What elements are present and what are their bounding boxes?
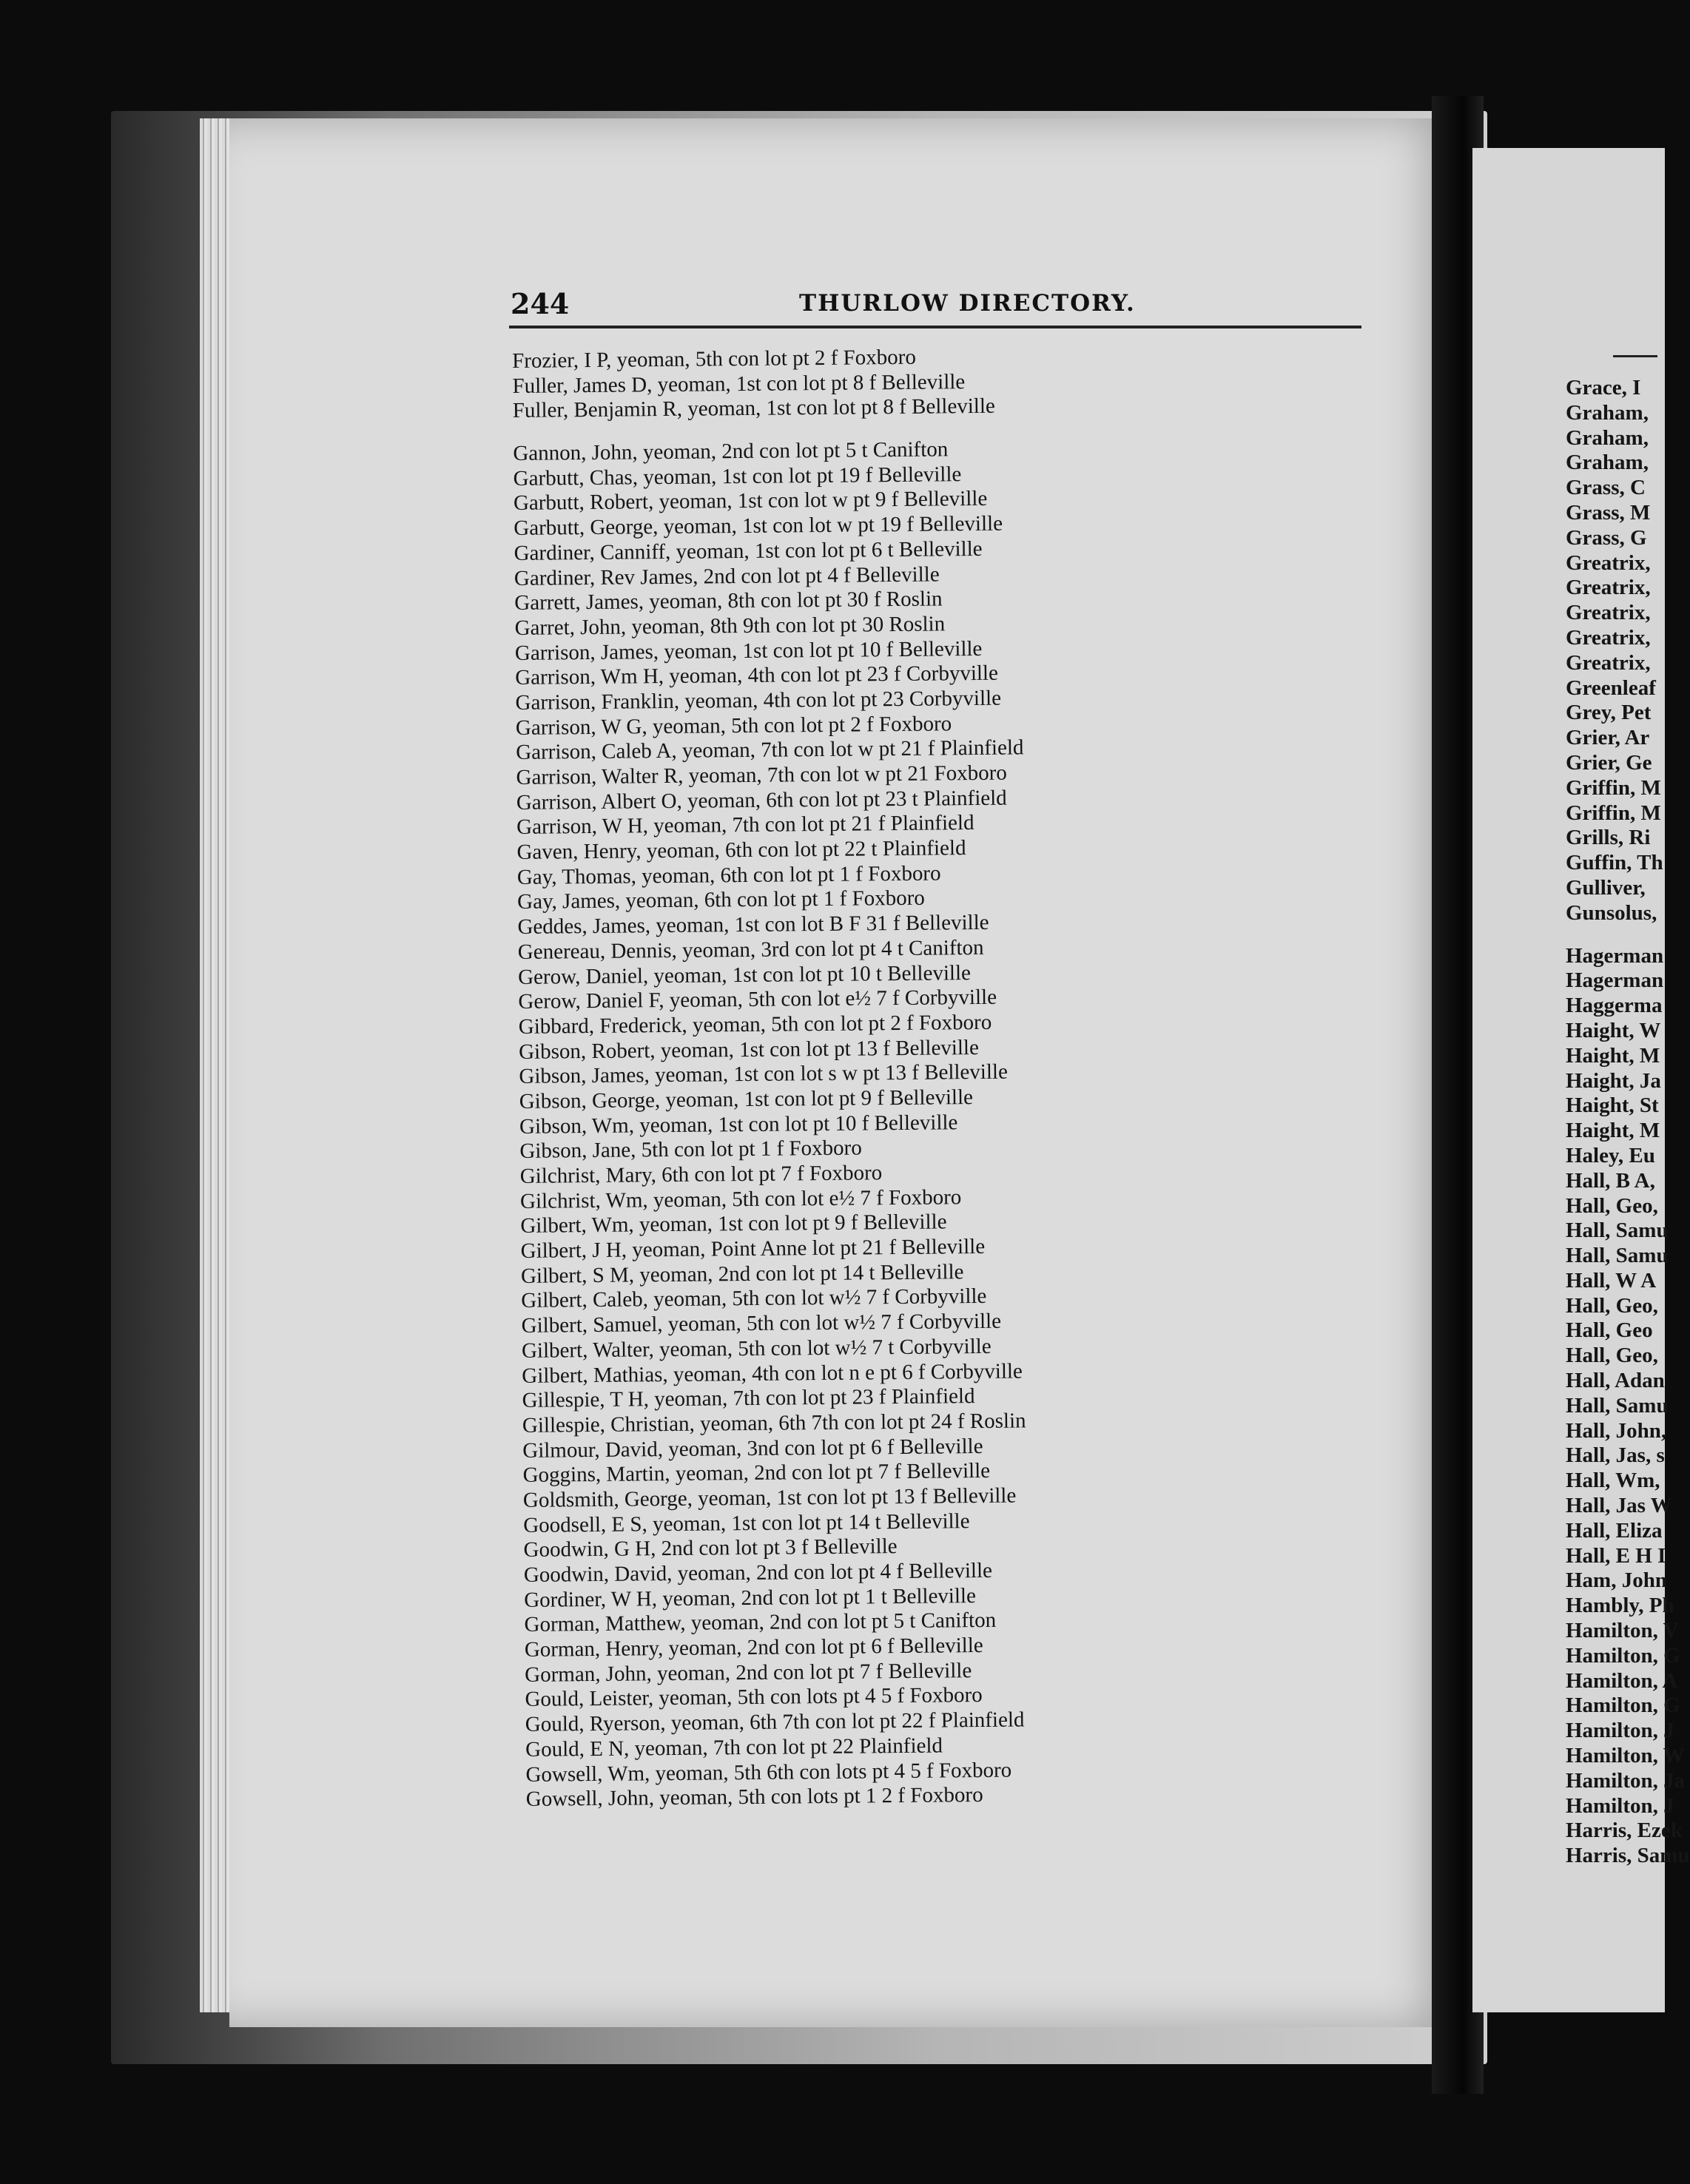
- right-page-entry: Hall, Geo: [1566, 1318, 1653, 1343]
- right-page-entry: Greatrix,: [1566, 550, 1651, 575]
- directory-entry: Garrison, Wm H, yeoman, 4th con lot pt 23 f Corbyville: [515, 661, 999, 690]
- directory-entry: Gibson, Robert, yeoman, 1st con lot pt 13 f Belleville: [518, 1035, 980, 1064]
- directory-entry: Gibson, George, yeoman, 1st con lot pt 9 f Belleville: [519, 1085, 974, 1113]
- directory-entry: Goggins, Martin, yeoman, 2nd con lot pt 7 f Belleville: [522, 1459, 991, 1488]
- right-page-entry: Hall, E H I: [1566, 1543, 1666, 1568]
- directory-entry: Gould, Ryerson, yeoman, 6th 7th con lot pt 22 f Plainfield: [525, 1708, 1025, 1737]
- right-page-entry: Hambly, Ph: [1566, 1594, 1674, 1618]
- directory-entry: Gould, Leister, yeoman, 5th con lots pt 4 5 f Foxboro: [525, 1683, 983, 1712]
- right-page-entry: Ham, John: [1566, 1568, 1667, 1593]
- directory-entry: Garret, John, yeoman, 8th 9th con lot pt 30 Roslin: [514, 612, 946, 640]
- directory-entry: Geddes, James, yeoman, 1st con lot B F 31 f Belleville: [517, 910, 989, 940]
- right-page-entry: Hall, Geo,: [1566, 1293, 1658, 1318]
- directory-entry: Garrison, James, yeoman, 1st con lot pt 10 f Belleville: [514, 636, 983, 665]
- right-page-entry: Grass, M: [1566, 500, 1651, 525]
- directory-entry: Gardiner, Canniff, yeoman, 1st con lot pt 6 t Belleville: [514, 536, 983, 565]
- right-page-entry: Hall, Samu: [1566, 1219, 1669, 1243]
- right-page-entry: Hall, Geo,: [1566, 1193, 1658, 1218]
- directory-entry: Gibson, Jane, 5th con lot pt 1 f Foxboro: [519, 1136, 862, 1164]
- directory-entry: Garrison, Walter R, yeoman, 7th con lot w pt 21 Foxboro: [516, 761, 1007, 789]
- right-page-entry: Harris, Samu: [1566, 1844, 1690, 1868]
- right-page-entry: Greenleaf: [1566, 675, 1656, 700]
- directory-entry: Garrison, Albert O, yeoman, 6th con lot pt 23 t Plainfield: [516, 786, 1007, 815]
- directory-entry: Gould, E N, yeoman, 7th con lot pt 22 Plainfield: [525, 1733, 943, 1762]
- page-number: 244: [511, 287, 570, 320]
- directory-entry: Gibson, Wm, yeoman, 1st con lot pt 10 f Belleville: [519, 1110, 958, 1139]
- right-page-entry: Gunsolus,: [1566, 900, 1657, 925]
- directory-entry: Gay, James, yeoman, 6th con lot pt 1 f Foxboro: [517, 886, 925, 914]
- right-page-entry: Haight, St: [1566, 1093, 1659, 1118]
- directory-entry: Gorman, Matthew, yeoman, 2nd con lot pt 5 t Canifton: [524, 1608, 997, 1637]
- right-page-entry: Grey, Pet: [1566, 701, 1652, 725]
- right-page-entry: Harris, Ezek: [1566, 1819, 1683, 1843]
- right-page-entry: Griffin, M: [1566, 775, 1661, 800]
- directory-entry: Gilbert, Wm, yeoman, 1st con lot pt 9 f Belleville: [520, 1210, 947, 1238]
- directory-entry: Goodwin, David, yeoman, 2nd con lot pt 4 f Belleville: [523, 1558, 993, 1587]
- right-page-entry: Hamilton, A: [1566, 1668, 1678, 1693]
- right-page-entry: Hall, Geo,: [1566, 1344, 1658, 1368]
- right-page-entry: Haight, M: [1566, 1043, 1660, 1068]
- right-page-entry: Grills, Ri: [1566, 826, 1651, 850]
- directory-entry: Gillespie, Christian, yeoman, 6th 7th con lot pt 24 f Roslin: [522, 1409, 1026, 1438]
- directory-entry: Gilbert, J H, yeoman, Point Anne lot pt 21 f Belleville: [520, 1234, 986, 1264]
- directory-entry: Garrison, W H, yeoman, 7th con lot pt 21 f Plainfield: [516, 811, 974, 840]
- header-rule: [509, 326, 1361, 328]
- right-page-entry: Greatrix,: [1566, 601, 1651, 625]
- directory-entry: Goodwin, G H, 2nd con lot pt 3 f Belleville: [523, 1534, 898, 1563]
- right-page-entry: Haight, W: [1566, 1018, 1661, 1042]
- right-page-entries: [1566, 376, 1690, 1869]
- directory-entry: Fuller, James D, yeoman, 1st con lot pt 8 f Belleville: [512, 369, 966, 398]
- directory-entry: Gilbert, Caleb, yeoman, 5th con lot w½ 7 f Corbyville: [521, 1284, 987, 1313]
- directory-entry: Gardiner, Rev James, 2nd con lot pt 4 f Belleville: [514, 562, 940, 590]
- right-page-entry: Grass, C: [1566, 476, 1646, 500]
- right-page-entry: Grier, Ar: [1566, 726, 1650, 750]
- directory-entry: Gibbard, Frederick, yeoman, 5th con lot pt 2 f Foxboro: [518, 1010, 992, 1039]
- directory-entry: Garrett, James, yeoman, 8th con lot pt 30 f Roslin: [514, 587, 943, 616]
- right-page-entry: Hall, W A: [1566, 1268, 1657, 1292]
- right-page-entry: Greatrix,: [1566, 625, 1651, 650]
- right-page-entry: Hamilton, J: [1566, 1793, 1674, 1818]
- right-page-entry: Graham,: [1566, 400, 1649, 425]
- right-page-entry: Hagerman: [1566, 968, 1664, 993]
- directory-entry: Fuller, Benjamin R, yeoman, 1st con lot pt 8 f Belleville: [512, 394, 995, 423]
- directory-entry: Gibson, James, yeoman, 1st con lot s w pt 13 f Belleville: [519, 1059, 1009, 1089]
- right-page-entry: Hall, Samu: [1566, 1393, 1669, 1418]
- right-page-entry: Hall, Adan: [1566, 1369, 1665, 1393]
- directory-entry: Gilbert, Mathias, yeoman, 4th con lot n e pt 6 f Corbyville: [522, 1358, 1023, 1388]
- right-page-entry: Grace, I: [1566, 376, 1641, 400]
- directory-entry: Gilbert, Walter, yeoman, 5th con lot w½ 7 t Corbyville: [521, 1334, 992, 1363]
- directory-entry: Gilbert, S M, yeoman, 2nd con lot pt 14 t Belleville: [520, 1259, 964, 1288]
- right-page-entry: Graham,: [1566, 425, 1649, 450]
- directory-entry: Gilchrist, Wm, yeoman, 5th con lot e½ 7 f Foxboro: [519, 1184, 962, 1213]
- directory-entry: Garbutt, Chas, yeoman, 1st con lot pt 19 f Belleville: [513, 462, 962, 491]
- running-head: [511, 287, 1361, 331]
- right-header-rule: [1613, 355, 1657, 357]
- right-page-entry: Haggerma: [1566, 994, 1663, 1018]
- directory-entry: Gilbert, Samuel, yeoman, 5th con lot w½ 7 f Corbyville: [521, 1309, 1002, 1338]
- directory-entry: Garbutt, George, yeoman, 1st con lot w pt 19 f Belleville: [514, 511, 1003, 541]
- directory-entry: Gorman, Henry, yeoman, 2nd con lot pt 6 f Belleville: [524, 1634, 983, 1662]
- directory-entry: Garrison, Caleb A, yeoman, 7th con lot w pt 21 f Plainfield: [516, 735, 1024, 765]
- right-page-entry: Haight, M: [1566, 1119, 1660, 1143]
- directory-entry: Goodsell, E S, yeoman, 1st con lot pt 14 t Belleville: [523, 1509, 970, 1537]
- right-page-entry: Greatrix,: [1566, 650, 1651, 675]
- right-page-entry: Hamilton, Ja: [1566, 1768, 1686, 1793]
- right-page-entry: Haley, Eu: [1566, 1143, 1655, 1167]
- directory-entry: Gannon, John, yeoman, 2nd con lot pt 5 t Canifton: [513, 437, 949, 466]
- directory-entry: Gowsell, Wm, yeoman, 5th 6th con lots pt 4 5 f Foxboro: [525, 1758, 1012, 1787]
- directory-entry: Garrison, Franklin, yeoman, 4th con lot pt 23 Corbyville: [515, 686, 1002, 715]
- page-edges: [200, 118, 229, 2012]
- right-page-entry: Griffin, M: [1566, 801, 1661, 825]
- right-page-entry: Greatrix,: [1566, 576, 1651, 600]
- right-page-entry: Haight, Ja: [1566, 1068, 1661, 1093]
- right-page-entry: Hamilton, V: [1566, 1619, 1679, 1643]
- right-page-entry: Hamilton, G: [1566, 1643, 1680, 1668]
- right-page-entry: Hall, Jas, s: [1566, 1443, 1665, 1468]
- directory-entries: [512, 341, 1399, 1813]
- directory-entry: Gilmour, David, yeoman, 3nd con lot pt 6 f Belleville: [522, 1434, 983, 1463]
- directory-entry: Gorman, John, yeoman, 2nd con lot pt 7 f Belleville: [525, 1658, 972, 1687]
- right-page-entry: Gulliver,: [1566, 875, 1646, 900]
- directory-entry: Gay, Thomas, yeoman, 6th con lot pt 1 f Foxboro: [516, 861, 941, 889]
- right-page-entry: Hall, John,: [1566, 1418, 1667, 1443]
- directory-entry: Gerow, Daniel F, yeoman, 5th con lot e½ 7 f Corbyville: [518, 985, 997, 1014]
- section-gap: [1566, 926, 1654, 944]
- directory-entry: Gowsell, John, yeoman, 5th con lots pt 1 2 f Foxboro: [525, 1783, 983, 1812]
- directory-entry: Gerow, Daniel, yeoman, 1st con lot pt 10 t Belleville: [517, 960, 972, 989]
- right-page-entry: Guffin, Th: [1566, 851, 1663, 875]
- right-page-entry: Hall, Eliza: [1566, 1518, 1663, 1543]
- right-page-entry: Hall, Samu: [1566, 1244, 1669, 1268]
- directory-entry: Genereau, Dennis, yeoman, 3rd con lot pt 4 t Canifton: [517, 935, 984, 964]
- directory-entry: Gilchrist, Mary, 6th con lot pt 7 f Foxboro: [519, 1161, 883, 1188]
- right-page-entry: Hall, Jas W: [1566, 1494, 1672, 1518]
- right-page-entry: Graham,: [1566, 451, 1649, 475]
- right-page-entry: Grier, Ge: [1566, 750, 1652, 775]
- page-title: THURLOW DIRECTORY.: [799, 290, 1136, 317]
- directory-entry: Goldsmith, George, yeoman, 1st con lot pt 13 f Belleville: [522, 1483, 1017, 1512]
- right-page-entry: Hamilton, G: [1566, 1693, 1680, 1718]
- directory-entry: Gordiner, W H, yeoman, 2nd con lot pt 1 t Belleville: [524, 1583, 977, 1612]
- right-page-entry: Grass, G: [1566, 525, 1647, 550]
- right-page-entry: Hagerman: [1566, 943, 1664, 968]
- right-page-entry: Hall, B A,: [1566, 1168, 1655, 1193]
- right-page-entry: Hall, Wm,: [1566, 1469, 1660, 1493]
- right-page-entry: Hamilton, W: [1566, 1744, 1685, 1768]
- directory-entry: Frozier, I P, yeoman, 5th con lot pt 2 f Foxboro: [512, 345, 917, 373]
- directory-entry: Gillespie, T H, yeoman, 7th con lot pt 23 f Plainfield: [522, 1384, 975, 1413]
- right-page-entry: Hamilton, J: [1566, 1719, 1674, 1743]
- directory-entry: Garbutt, Robert, yeoman, 1st con lot w pt 9 f Belleville: [513, 487, 988, 516]
- directory-entry: Gaven, Henry, yeoman, 6th con lot pt 22 t Plainfield: [516, 836, 966, 865]
- directory-entry: Garrison, W G, yeoman, 5th con lot pt 2 f Foxboro: [515, 711, 952, 740]
